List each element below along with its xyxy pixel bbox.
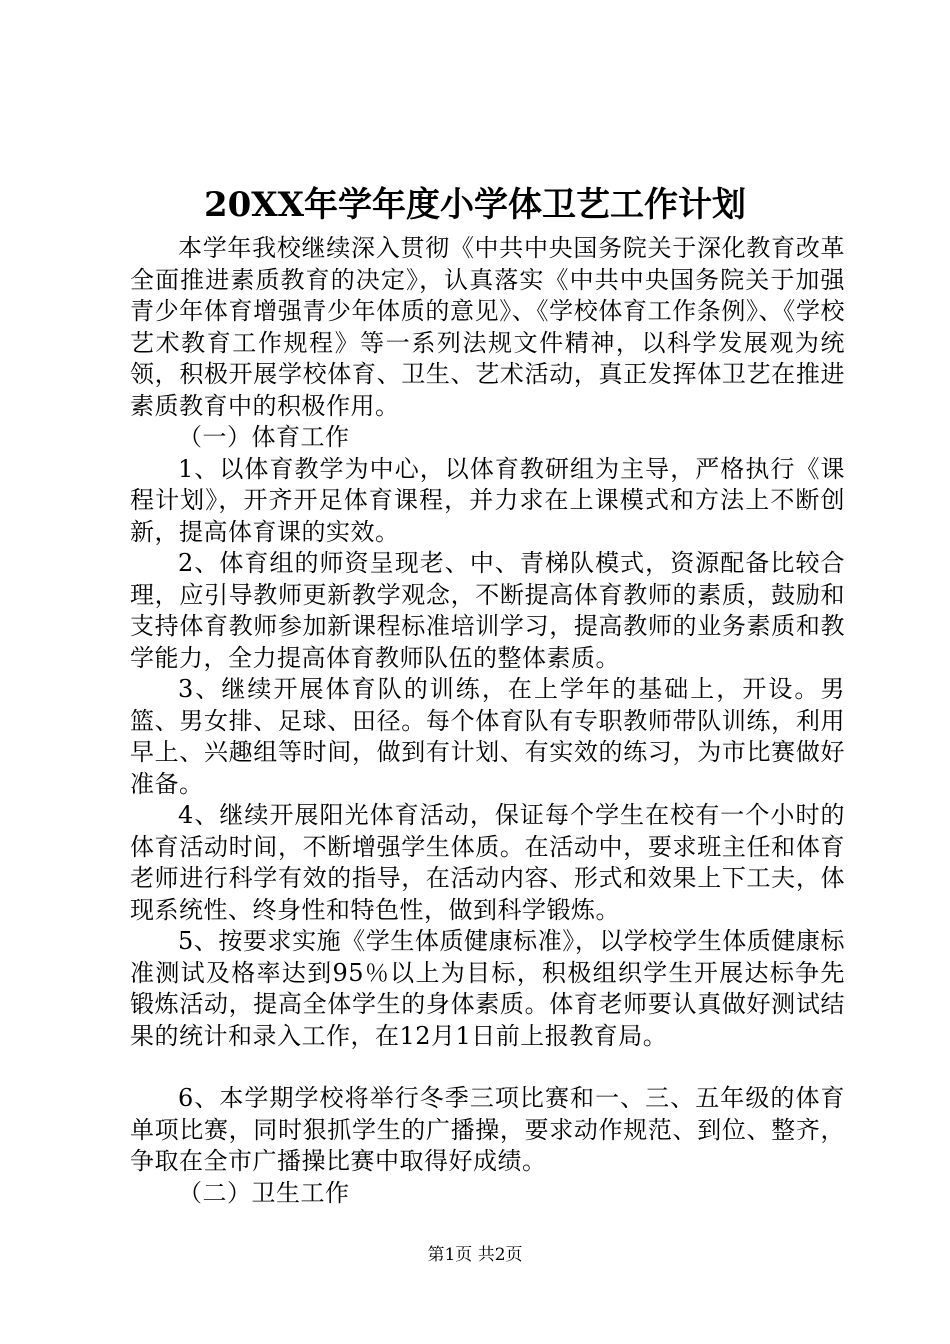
list-item: 2、体育组的师资呈现老、中、青梯队模式，资源配备比较合理，应引导教师更新教学观念，不断提高体育教师的素质，鼓励和支持体育教师参加新课程标准培训学习，提高教师的业务素质和教学能力，全力提高体育教师队伍的整体素质。 <box>130 549 845 672</box>
list-item: 6、本学期学校将举行冬季三项比赛和一、三、五年级的体育单项比赛，同时狠抓学生的广播操，要求动作规范、到位、整齐，争取在全市广播操比赛中取得好成绩。 <box>130 1084 845 1175</box>
list-item: 5、按要求实施《学生体质健康标准》，以学校学生体质健康标准测试及格率达到95％以上为目标，积极组织学生开展达标争先锻炼活动，提高全体学生的身体素质。体育老师要认真做好测试结果的统计和录入工作，在12月1日前上报教育局。 <box>130 927 845 1050</box>
list-item: 4、继续开展阳光体育活动，保证每个学生在校有一个小时的体育活动时间，不断增强学生体质。在活动中，要求班主任和体育老师进行科学有效的指导，在活动内容、形式和效果上下工夫，体现系统性、终身性和特色性，做到科学锻炼。 <box>130 801 845 924</box>
list-item: 1、以体育教学为中心，以体育教研组为主导，严格执行《课程计划》，开齐开足体育课程，并力求在上课模式和方法上不断创新，提高体育课的实效。 <box>130 454 845 546</box>
document-body <box>130 233 845 1209</box>
page-title: 20XX年学年度小学体卫艺工作计划 <box>203 185 747 225</box>
paragraph-gap <box>130 1052 845 1083</box>
section-heading-sports: （一）体育工作 <box>178 423 350 451</box>
intro-paragraph: 本学年我校继续深入贯彻《中共中央国务院关于深化教育改革全面推进素质教育的决定》，认真落实《中共中央国务院关于加强青少年体育增强青少年体质的意见》、《学校体育工作条例》、《学校艺术教育工作规程》等一系列法规文件精神，以科学发展观为统领，积极开展学校体育、卫生、艺术活动，真正发挥体卫艺在推进素质教育中的积极作用。 <box>130 234 845 420</box>
list-item: 3、继续开展体育队的训练，在上学年的基础上，开设。男篮、男女排、足球、田径。每个体育队有专职教师带队训练，利用早上、兴趣组等时间，做到有计划、有实效的练习，为市比赛做好准备。 <box>130 675 845 798</box>
section-heading-hygiene: （二）卫生工作 <box>178 1178 350 1207</box>
page-footer: 第1页 共2页 <box>427 1245 523 1265</box>
